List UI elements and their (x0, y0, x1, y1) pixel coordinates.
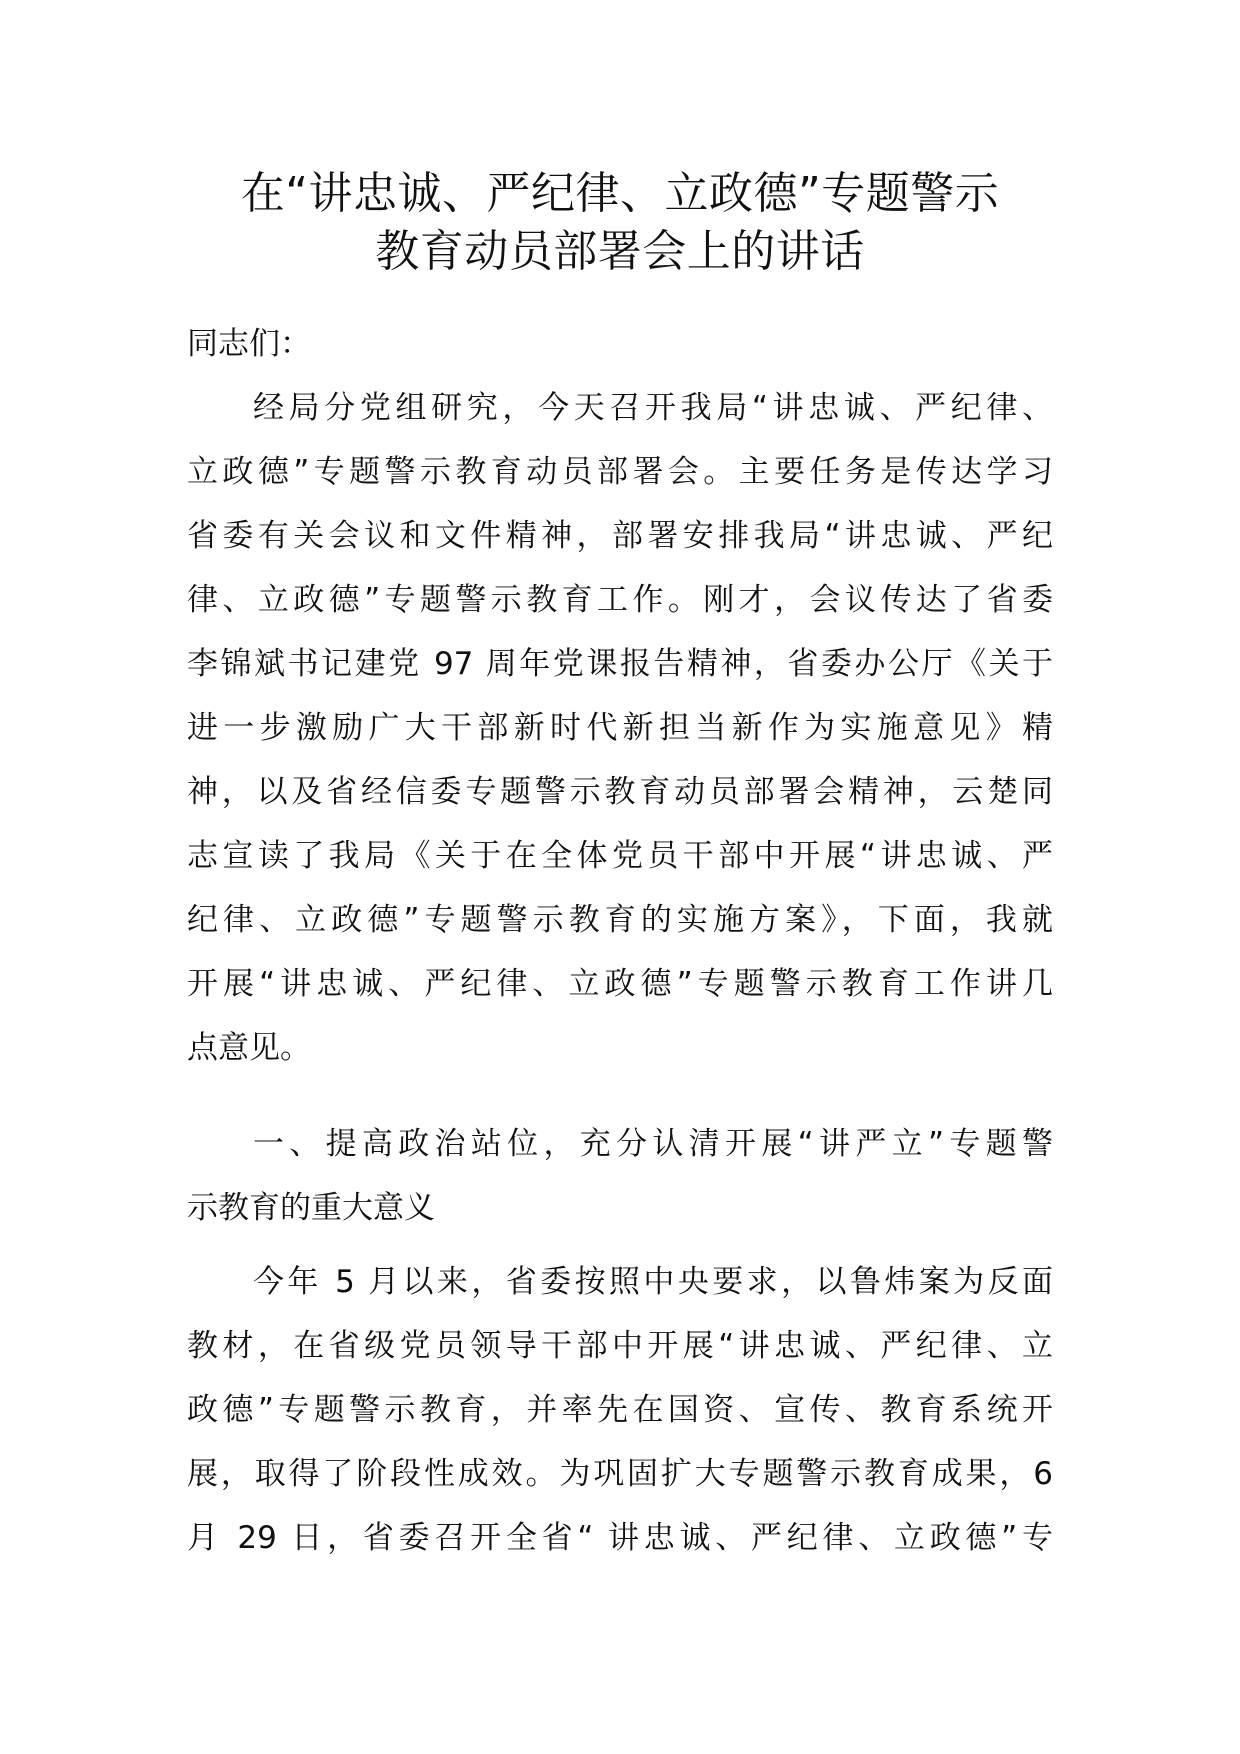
paragraph-section-1 (187, 1250, 1053, 1570)
paragraph-line: 展，取得了阶段性成效。为巩固扩大专题警示教育成果，6 (187, 1456, 1053, 1492)
paragraph-line: 律、立政德”专题警示教育工作。刚才，会议传达了省委 (187, 582, 1053, 618)
paragraph-line: 志宣读了我局《关于在全体党员干部中开展“讲忠诚、严 (187, 838, 1053, 874)
paragraph-intro (187, 376, 1053, 1080)
heading-line: 一、提高政治站位，充分认清开展“讲严立”专题警 (253, 1126, 1053, 1162)
paragraph-line: 点意见。 (187, 1030, 311, 1066)
paragraph-line: 经局分党组研究，今天召开我局“讲忠诚、严纪律、 (253, 390, 1053, 426)
paragraph-line: 神，以及省经信委专题警示教育动员部署会精神，云楚同 (187, 774, 1053, 810)
title-line: 在“讲忠诚、严纪律、立政德”专题警示 (240, 168, 1000, 219)
paragraph-line: 纪律、立政德”专题警示教育的实施方案》，下面，我就 (187, 902, 1053, 938)
paragraph-line: 李锦斌书记建党 97 周年党课报告精神，省委办公厅《关于 (187, 646, 1053, 682)
paragraph-line: 开展“讲忠诚、严纪律、立政德”专题警示教育工作讲几 (187, 966, 1053, 1002)
paragraph-line: 月 29 日，省委召开全省“ 讲忠诚、严纪律、立政德”专 (187, 1520, 1053, 1556)
title-line: 教育动员部署会上的讲话 (375, 226, 865, 277)
document-title (150, 165, 1090, 281)
paragraph-line: 立政德”专题警示教育动员部署会。主要任务是传达学习 (187, 454, 1053, 490)
section-heading-1 (187, 1112, 1053, 1240)
salutation: 同志们： (187, 326, 311, 362)
paragraph-line: 政德”专题警示教育，并率先在国资、宣传、教育系统开 (187, 1392, 1053, 1428)
paragraph-line: 进一步激励广大干部新时代新担当新作为实施意见》精 (187, 710, 1053, 746)
paragraph-line: 今年 5 月以来，省委按照中央要求，以鲁炜案为反面 (253, 1264, 1053, 1300)
paragraph-line: 教材，在省级党员领导干部中开展“讲忠诚、严纪律、立 (187, 1328, 1053, 1364)
paragraph-line: 省委有关会议和文件精神，部署安排我局“讲忠诚、严纪 (187, 518, 1053, 554)
heading-line: 示教育的重大意义 (187, 1190, 435, 1226)
